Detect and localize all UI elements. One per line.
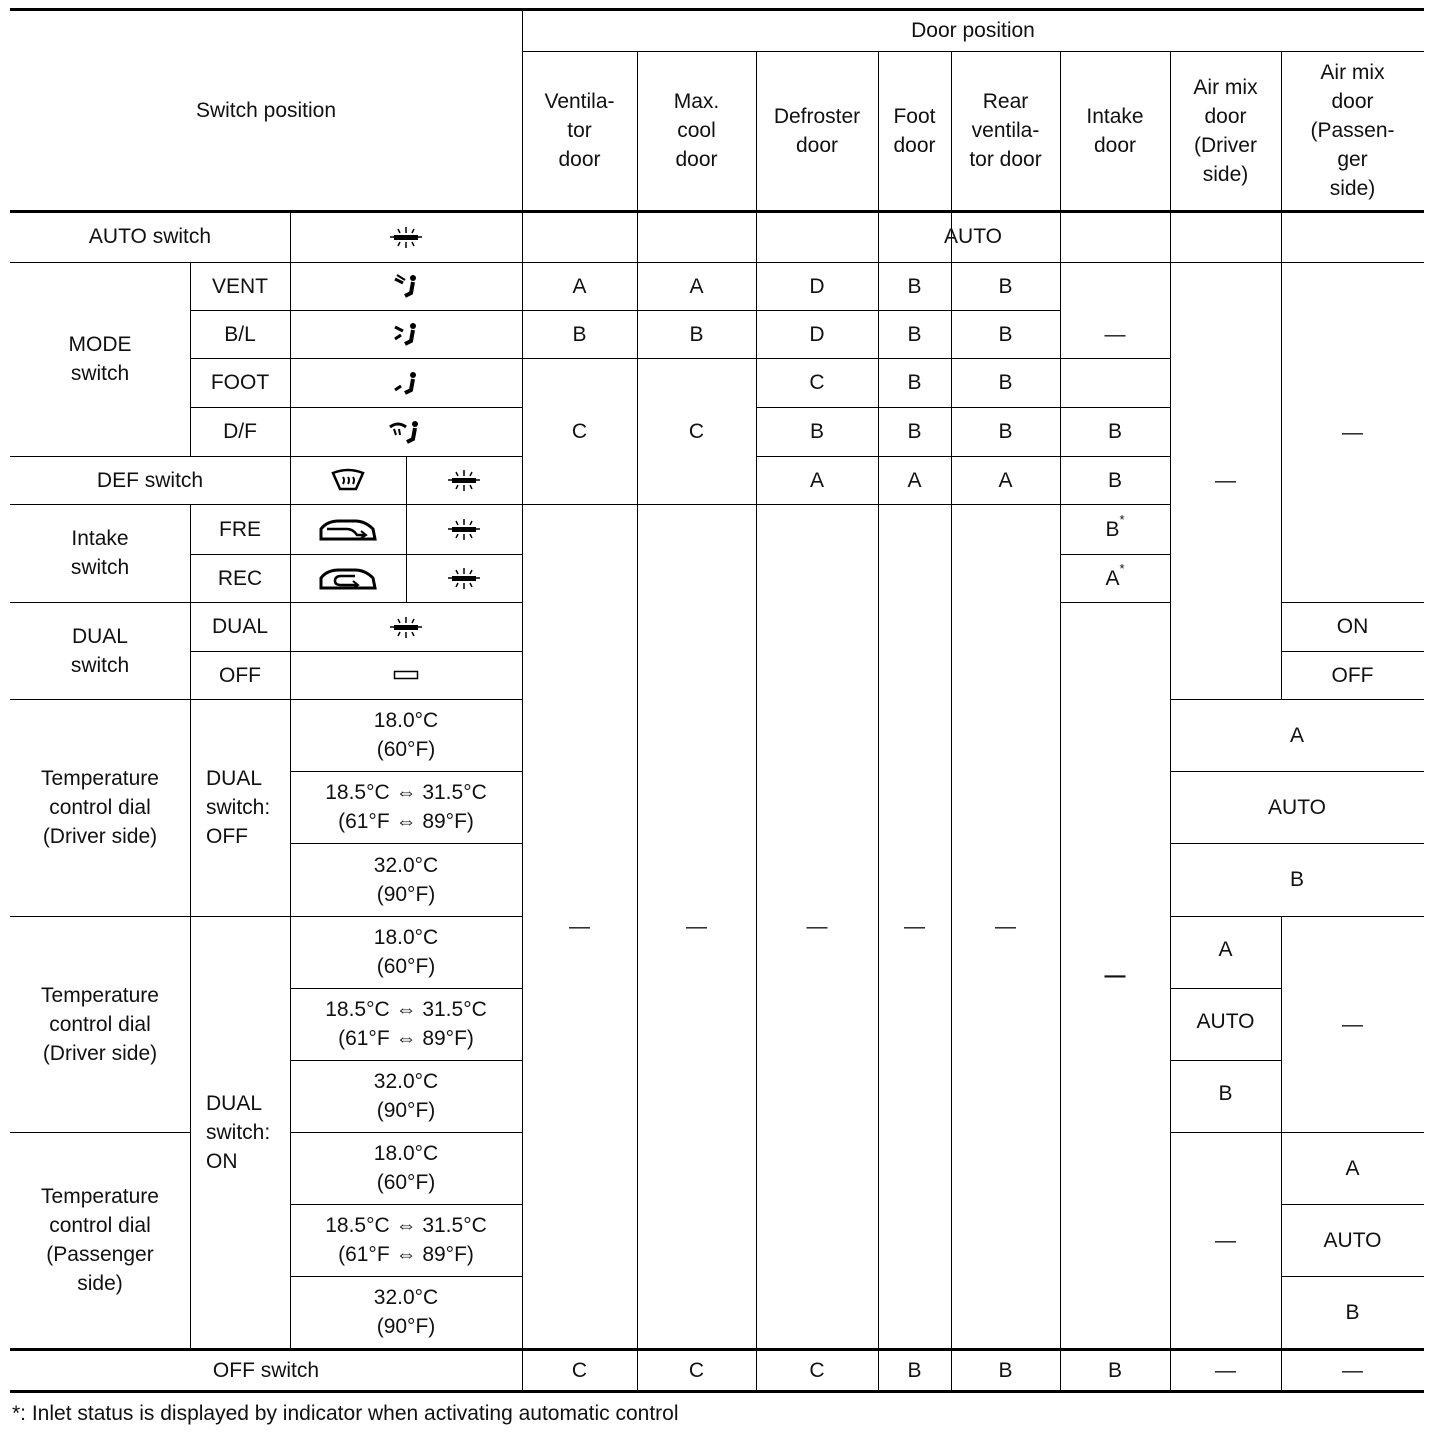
cell: D <box>809 322 825 346</box>
cell: B <box>998 420 1013 443</box>
cell: A * <box>1060 554 1170 602</box>
recirculation-icon <box>290 554 406 602</box>
cell: C <box>688 419 705 443</box>
foot-mode-icon <box>290 358 522 407</box>
cell: A <box>572 274 587 298</box>
cell: C <box>571 1358 588 1382</box>
temp-low: 18.0°C (60°F) <box>373 1142 439 1194</box>
intake-switch-label: Intake switch <box>70 527 130 579</box>
cell: B <box>907 1358 922 1382</box>
cell: ON <box>1336 615 1369 638</box>
cell: A <box>907 468 922 492</box>
fresh-air-icon <box>290 504 406 554</box>
mode-bl-label: B/L <box>224 322 256 346</box>
cell: — <box>1104 963 1126 987</box>
temp-passenger-on-label: Temperature control dial (Passenger side) <box>41 1185 159 1295</box>
temp-driver-on-label: Temperature control dial (Driver side) <box>41 983 159 1065</box>
col-header-foot: Foot door <box>893 104 936 157</box>
off-switch-label: OFF switch <box>212 1358 320 1382</box>
cell: AUTO <box>1323 1228 1382 1252</box>
col-header-defroster: Defroster door <box>773 104 861 157</box>
indicator-lit-icon <box>290 602 522 651</box>
col-header-ventilator: Ventila- tor door <box>544 90 615 171</box>
cell: — <box>904 914 925 938</box>
cell: — <box>1342 420 1363 444</box>
cell: C <box>688 1358 705 1382</box>
intake-fre-label: FRE <box>219 517 261 541</box>
dual-off-label: OFF <box>219 663 261 687</box>
cell: B <box>1107 1358 1122 1382</box>
cell: A <box>689 274 704 298</box>
cell: — <box>1215 1228 1236 1252</box>
mode-foot-label: FOOT <box>210 371 270 394</box>
cell: A <box>1345 1156 1360 1180</box>
temp-driver-off-label: Temperature control dial (Driver side) <box>41 767 159 848</box>
def-switch-label: DEF switch <box>96 468 204 492</box>
cell: B <box>998 322 1013 346</box>
door-position-header: Door position <box>911 19 1035 42</box>
mode-df-label: D/F <box>223 420 257 443</box>
cell: A <box>1289 723 1304 747</box>
auto-switch-label: AUTO switch <box>88 225 212 248</box>
cell: B * <box>1060 504 1170 554</box>
defrost-foot-mode-icon <box>290 407 522 456</box>
col-header-intake: Intake door <box>1086 104 1144 157</box>
cell: B <box>1218 1081 1233 1105</box>
cell: — <box>686 914 707 938</box>
indicator-lit-icon <box>406 456 522 504</box>
mode-switch-label: MODE switch <box>68 333 132 385</box>
cell: A <box>1218 937 1233 961</box>
temp-high: 32.0°C (90°F) <box>373 853 439 906</box>
indicator-lit-icon <box>290 211 522 262</box>
cell: B <box>907 371 922 394</box>
cell: — <box>1342 1012 1363 1036</box>
cell-value: B <box>1105 517 1120 541</box>
cell: — <box>1215 469 1236 492</box>
dual-switch-on-sub-label: DUAL switch: ON <box>206 1091 271 1173</box>
auto-value: AUTO <box>944 225 1002 248</box>
cell: — <box>569 914 590 938</box>
cell: B <box>998 274 1013 298</box>
defroster-icon <box>290 456 406 504</box>
cell: C <box>809 1358 825 1382</box>
cell: B <box>809 420 824 443</box>
cell: B <box>907 274 922 298</box>
dual-switch-off-sub-label: DUAL switch: OFF <box>206 767 271 848</box>
cell: B <box>1345 1300 1360 1324</box>
temp-high: 32.0°C (90°F) <box>373 1070 439 1122</box>
bilevel-mode-icon <box>290 310 522 358</box>
cell: — <box>1342 1358 1363 1382</box>
temp-mid: 18.5°C ⇔ 31.5°C (61°F ⇔ 89°F) <box>325 998 487 1050</box>
cell: B <box>998 371 1013 394</box>
vent-mode-icon <box>290 262 522 310</box>
intake-rec-label: REC <box>217 566 263 590</box>
indicator-lit-icon <box>406 554 522 602</box>
temp-low: 18.0°C (60°F) <box>373 709 439 761</box>
temp-high: 32.0°C (90°F) <box>373 1286 439 1338</box>
cell: A <box>809 468 824 492</box>
cell-value: A <box>1105 566 1120 590</box>
indicator-off-icon <box>290 651 522 699</box>
cell: B <box>907 420 922 443</box>
switch-position-header: Switch position <box>195 98 337 122</box>
cell: A <box>998 468 1013 492</box>
cell: AUTO <box>1268 795 1326 819</box>
cell: B <box>998 1358 1013 1382</box>
mode-vent-label: VENT <box>211 274 268 298</box>
col-header-air-mix-passenger: Air mix door (Passen- ger side) <box>1310 61 1395 200</box>
cell: B <box>689 322 704 346</box>
cell: AUTO <box>1196 1009 1255 1033</box>
cell: — <box>1215 1358 1236 1382</box>
cell: D <box>809 274 825 298</box>
dual-switch-label: DUAL switch <box>70 624 130 677</box>
temp-mid: 18.5°C ⇔ 31.5°C (61°F ⇔ 89°F) <box>325 1214 487 1266</box>
cell: — <box>806 914 828 938</box>
col-header-air-mix-driver: Air mix door (Driver side) <box>1193 75 1258 186</box>
col-header-max-cool: Max. cool door <box>673 90 720 171</box>
cell: B <box>1107 468 1122 492</box>
cell: OFF <box>1331 663 1374 687</box>
temp-mid: 18.5°C ⇔ 31.5°C (61°F ⇔ 89°F) <box>325 781 487 833</box>
cell: — <box>995 914 1016 938</box>
cell: C <box>809 371 825 394</box>
cell: B <box>572 322 587 346</box>
rule-bottom <box>10 1390 1424 1393</box>
cell: B <box>907 322 922 346</box>
footnote: *: Inlet status is displayed by indicator when activating automatic control <box>12 1402 679 1425</box>
cell: — <box>1104 323 1126 346</box>
cell: C <box>571 419 588 443</box>
col-header-rear-ventilator: Rear ventila- tor door <box>969 90 1042 171</box>
cell: B <box>1107 420 1122 443</box>
dual-dual-label: DUAL <box>211 615 269 638</box>
indicator-lit-icon <box>406 504 522 554</box>
cell: B <box>1289 868 1304 891</box>
temp-low: 18.0°C (60°F) <box>373 926 439 978</box>
